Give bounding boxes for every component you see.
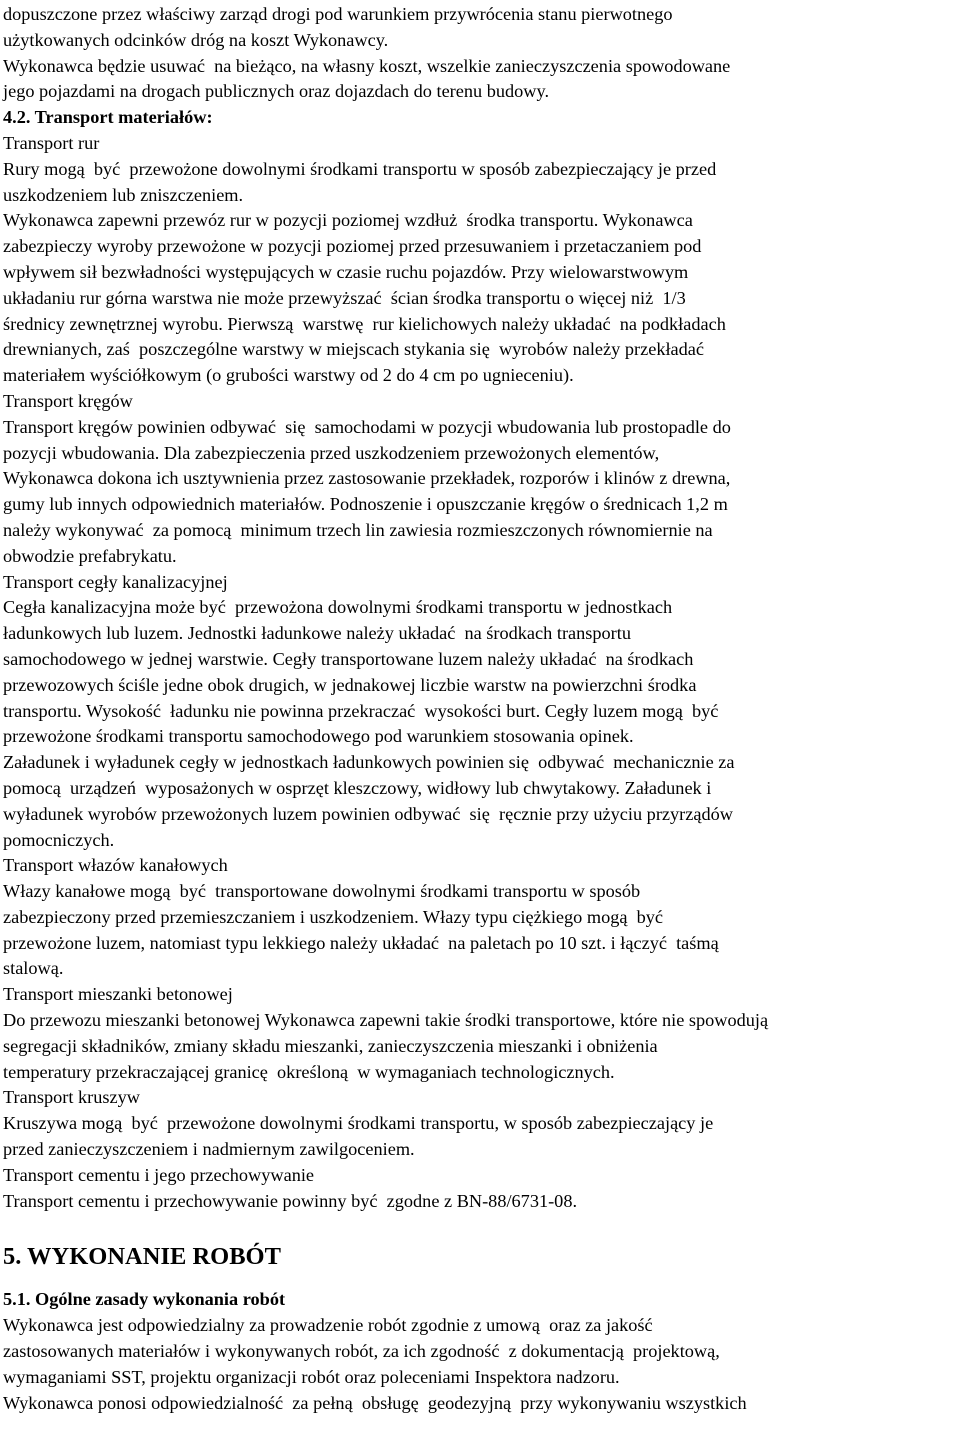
text-line: Transport cementu i przechowywanie powinny być zgodne z BN-88/6731-08. (3, 1190, 578, 1211)
text-line: materiałem wyściółkowym (o grubości warstwy od 2 do 4 cm po ugnieceniu). (3, 365, 574, 386)
paragraph-block-a (3, 2, 958, 105)
text-line: pomocą urządzeń wyposażonych w osprzęt kleszczowy, widłowy lub chwytakowy. Załadunek i (3, 777, 712, 798)
text-line: pomocniczych. (3, 829, 115, 850)
text-line: zastosowanych materiałów i wykonywanych robót, za ich zgodność z dokumentacją projektową, (3, 1341, 720, 1362)
text-line: stalową. (3, 958, 64, 979)
text-line: pozycji wbudowania. Dla zabezpieczenia przed uszkodzeniem przewożonych elementów, (3, 442, 660, 463)
text-line: drewnianych, zaś poszczególne warstwy w miejscach stykania się wyrobów należy przekładać (3, 339, 705, 360)
text-line: przewożone luzem, natomiast typu lekkiego należy układać na paletach po 10 szt. i łączyć taśmą (3, 932, 719, 953)
text-line: jego pojazdami na drogach publicznych oraz dojazdach do terenu budowy. (3, 81, 550, 102)
document-page (3, 2, 958, 1416)
text-line: segregacji składników, zmiany składu mieszanki, zanieczyszczenia mieszanki i obniżenia (3, 1035, 658, 1056)
text-line: Rury mogą być przewożone dowolnymi środkami transportu w sposób zabezpieczający je przed (3, 158, 717, 179)
section-gap (3, 1214, 958, 1228)
text-line: przewozowych ściśle jedne obok drugich, w jednakowej liczbie warstw na powierzchni środka (3, 674, 697, 695)
text-line: Wykonawca będzie usuwać na bieżąco, na własny koszt, wszelkie zanieczyszczenia spowodowane (3, 55, 731, 76)
text-line: ładunkowych lub luzem. Jednostki ładunkowe należy układać na środkach transportu (3, 623, 631, 644)
text-line: temperatury przekraczającej granicę określoną w wymaganiach technologicznych. (3, 1061, 615, 1082)
paragraph-block-b (3, 131, 958, 1214)
text-line: Cegła kanalizacyjna może być przewożona dowolnymi środkami transportu w jednostkach (3, 597, 673, 618)
text-line: należy wykonywać za pomocą minimum trzech lin zawiesia rozmieszczonych równomiernie na (3, 519, 713, 540)
text-line: układaniu rur górna warstwa nie może przewyższać ścian środka transportu o więcej niż 1/3 (3, 287, 686, 308)
text-line: Do przewozu mieszanki betonowej Wykonawca zapewni takie środki transportowe, które nie spowodują (3, 1010, 769, 1031)
text-line: samochodowego w jednej warstwie. Cegły transportowane luzem należy układać na środkach (3, 648, 694, 669)
text-line: Transport kręgów powinien odbywać się samochodami w pozycji wbudowania lub prostopadle do (3, 416, 731, 437)
paragraph-block-c (3, 1313, 958, 1416)
text-line: użytkowanych odcinków dróg na koszt Wykonawcy. (3, 29, 389, 50)
text-line: średnicy zewnętrznej wyrobu. Pierwszą warstwę rur kielichowych należy układać na podkładach (3, 313, 726, 334)
text-line: obwodzie prefabrykatu. (3, 545, 177, 566)
text-line: wpływem sił bezwładności występujących w czasie ruchu pojazdów. Przy wielowarstwowym (3, 261, 689, 282)
text-line: Załadunek i wyładunek cegły w jednostkach ładunkowych powinien się odbywać mechanicznie za (3, 752, 735, 773)
text-line: Transport kruszyw (3, 1087, 140, 1108)
text-line: gumy lub innych odpowiednich materiałów. Podnoszenie i opuszczanie kręgów o średnicach 1,2 m (3, 494, 728, 515)
text-line: transportu. Wysokość ładunku nie powinna przekraczać wysokości burt. Cegły luzem mogą być (3, 700, 719, 721)
text-line: Transport cementu i jego przechowywanie (3, 1164, 315, 1185)
text-line: wyładunek wyrobów przewożonych luzem powinien odbywać się ręcznie przy użyciu przyrządów (3, 803, 733, 824)
text-line: Transport mieszanki betonowej (3, 984, 233, 1005)
section-heading-4-2: 4.2. Transport materiałów: (3, 107, 213, 128)
text-line: wymaganiami SST, projektu organizacji robót oraz poleceniami Inspektora nadzoru. (3, 1366, 620, 1387)
text-line: Transport rur (3, 132, 100, 153)
chapter-heading-5: 5. WYKONANIE ROBÓT (3, 1243, 281, 1271)
text-line: zabezpieczony przed przemieszczaniem i uszkodzeniem. Włazy typu ciężkiego mogą być (3, 906, 664, 927)
text-line: Transport kręgów (3, 390, 133, 411)
text-line: Wykonawca jest odpowiedzialny za prowadzenie robót zgodnie z umową oraz za jakość (3, 1315, 653, 1336)
text-line: Wykonawca zapewni przewóz rur w pozycji poziomej wzdłuż środka transportu. Wykonawca (3, 210, 693, 231)
text-line: przed zanieczyszczeniem i nadmiernym zawilgoceniem. (3, 1139, 415, 1160)
text-line: Włazy kanałowe mogą być transportowane dowolnymi środkami transportu w sposób (3, 881, 641, 902)
text-line: dopuszczone przez właściwy zarząd drogi pod warunkiem przywrócenia stanu pierwotnego (3, 4, 673, 24)
text-line: zabezpieczy wyroby przewożone w pozycji poziomej przed przesuwaniem i przetaczaniem pod (3, 236, 702, 257)
text-line: Wykonawca ponosi odpowiedzialność za pełną obsługę geodezyjną przy wykonywaniu wszystkich (3, 1392, 747, 1413)
text-line: Kruszywa mogą być przewożone dowolnymi środkami transportu, w sposób zabezpieczający je (3, 1113, 714, 1134)
text-line: uszkodzeniem lub zniszczeniem. (3, 184, 244, 205)
text-line: Wykonawca dokona ich usztywnienia przez zastosowanie przekładek, rozporów i klinów z drewna, (3, 468, 731, 489)
section-gap (3, 1273, 958, 1287)
text-line: Transport cegły kanalizacyjnej (3, 571, 228, 592)
section-heading-5-1: 5.1. Ogólne zasady wykonania robót (3, 1289, 286, 1310)
text-line: przewożone środkami transportu samochodowego pod warunkiem stosowania opinek. (3, 726, 634, 747)
text-line: Transport włazów kanałowych (3, 855, 228, 876)
